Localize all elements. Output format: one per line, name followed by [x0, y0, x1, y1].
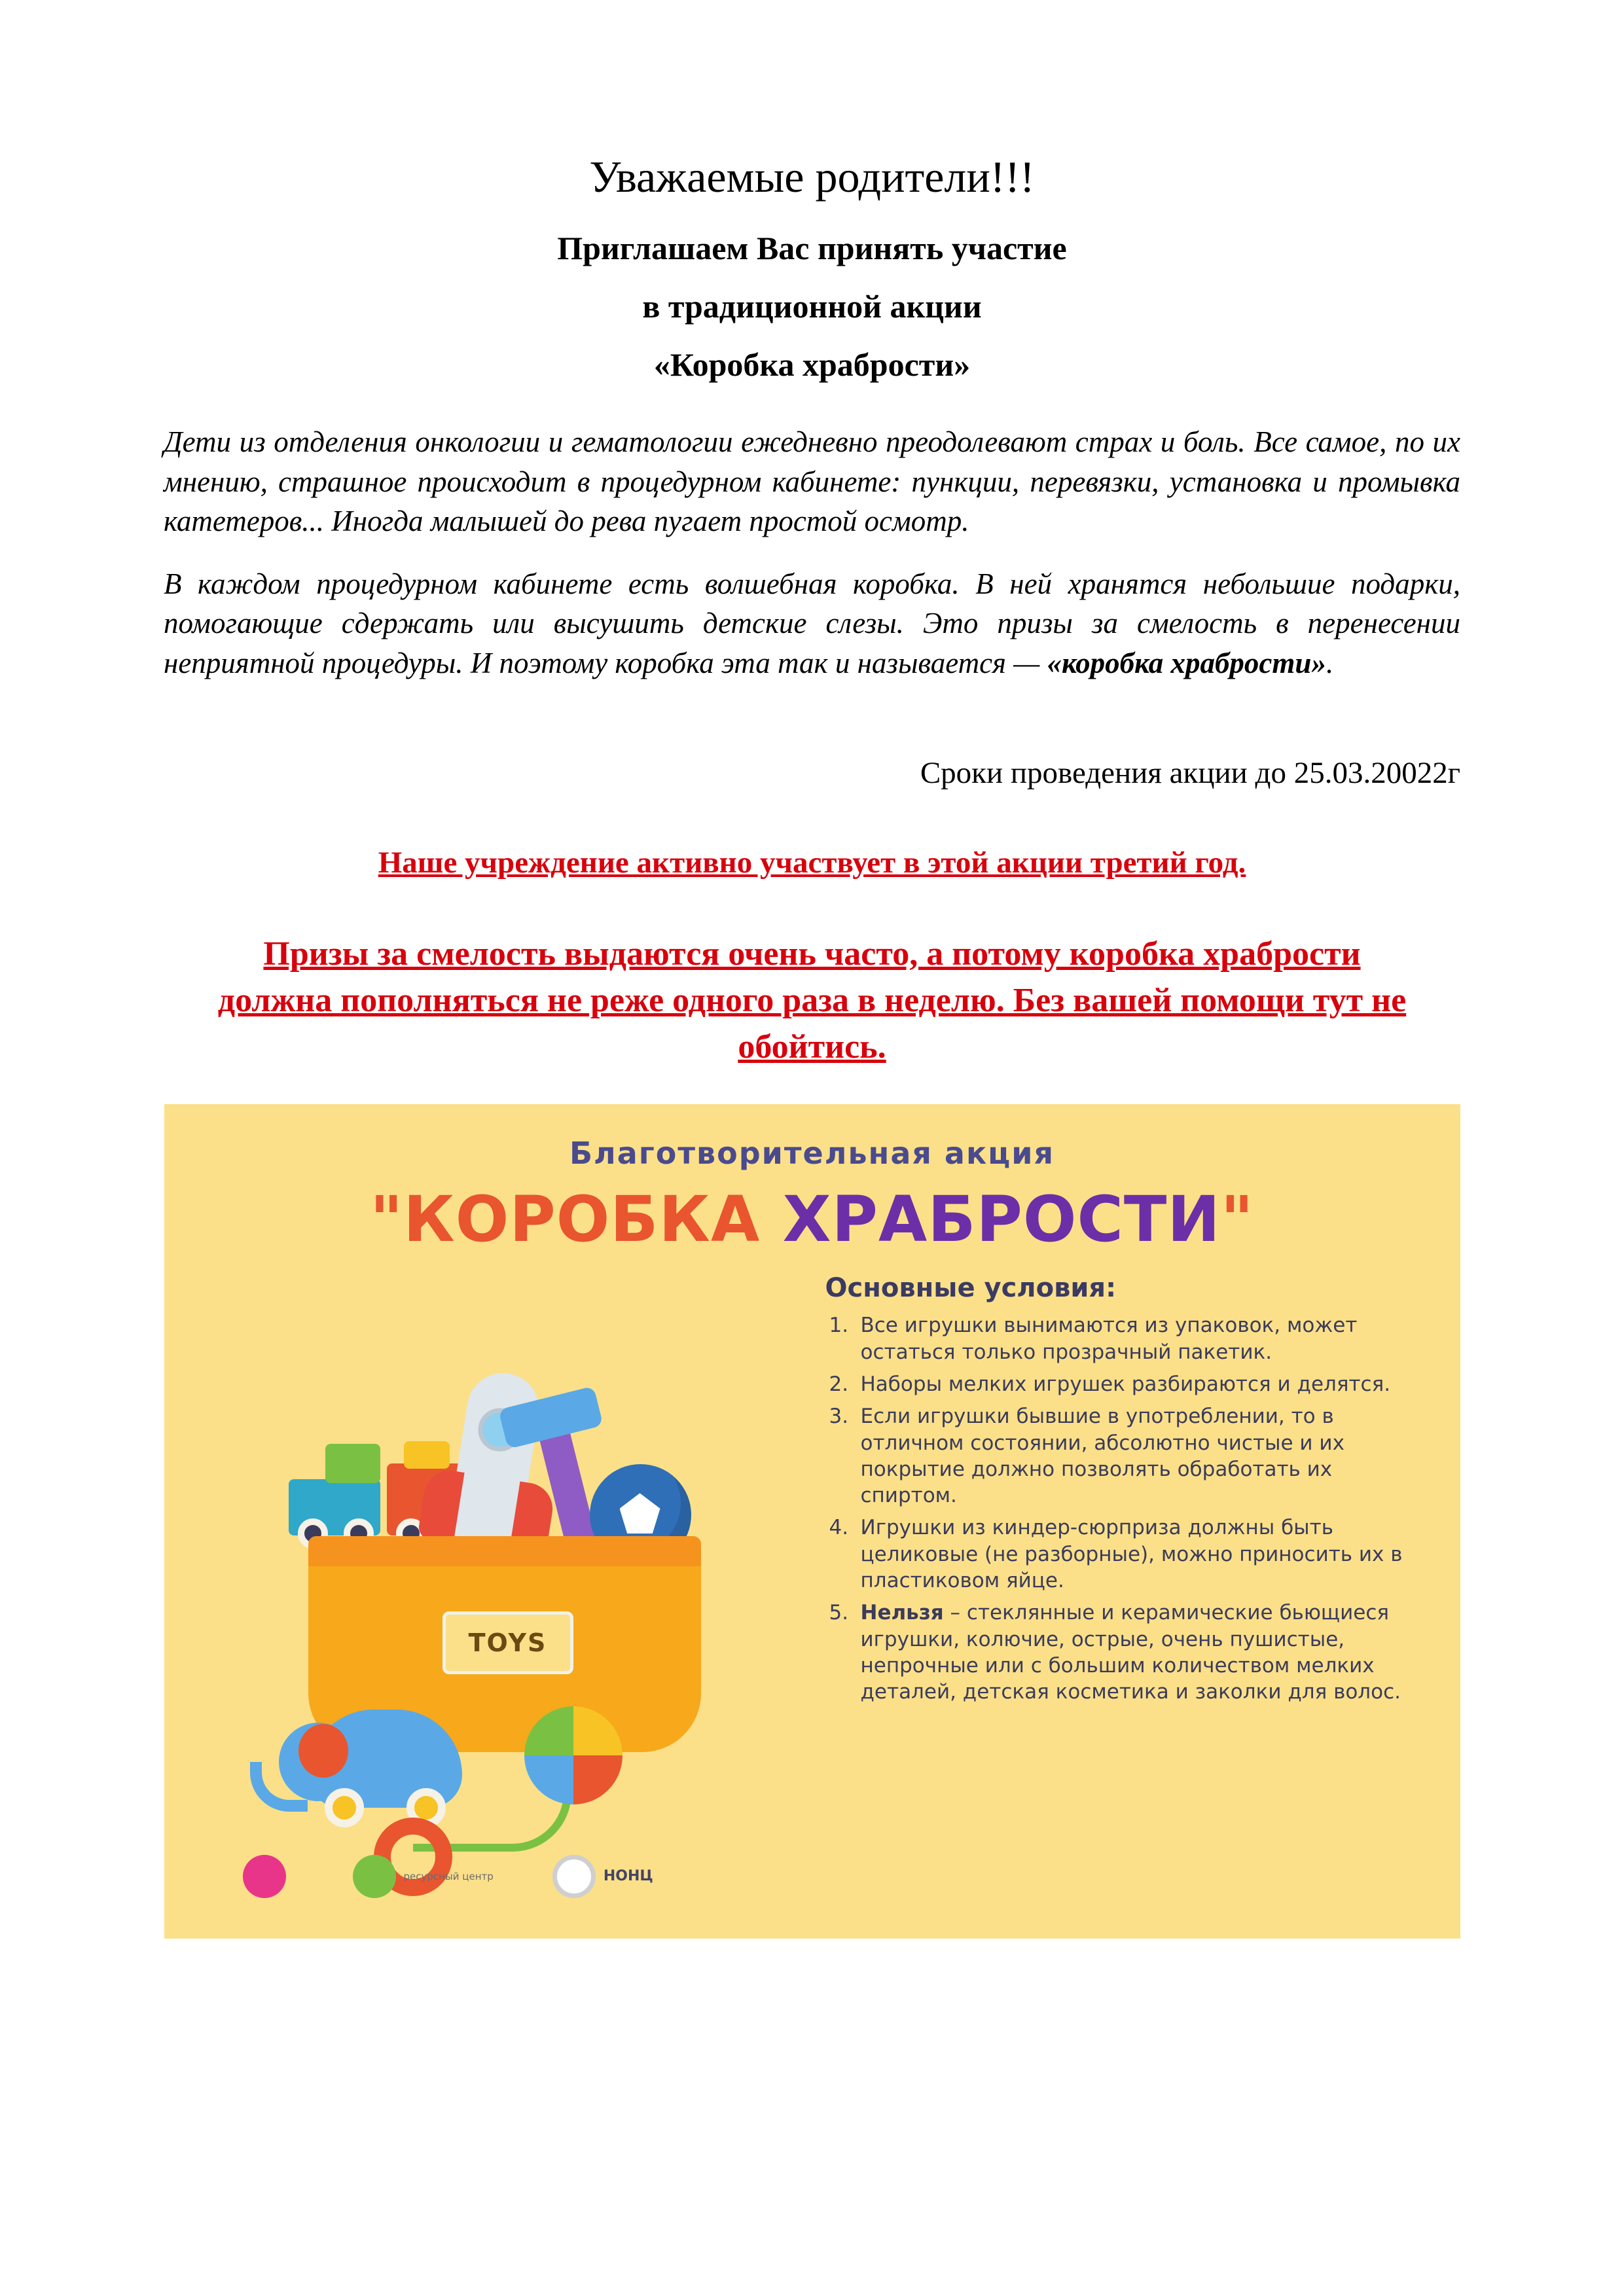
toys-illustration: [210, 1300, 799, 1818]
condition-item: Все игрушки вынимаются из упаковок, может остаться только прозрачный пакетик.: [860, 1314, 1358, 1364]
partner-logos: [243, 1840, 740, 1912]
poster-canvas: [164, 1104, 1460, 1939]
conditions-list: [825, 1312, 1434, 1705]
condition-item: Если игрушки бывшие в употреблении, то в отличном состоянии, абсолютно чистые и их покрытие должно позволять обработать их спиртом.: [860, 1405, 1344, 1508]
logo-nonc: [552, 1855, 653, 1898]
toy-rocket-icon: [445, 1368, 544, 1554]
basket-label: TOYS: [442, 1611, 573, 1674]
poster-title: [164, 1183, 1460, 1256]
condition-item: Наборы мелких игрушек разбираются и делятся.: [860, 1372, 1391, 1396]
body-paragraph-2-emphasis: «коробка храбрости»: [1047, 646, 1326, 679]
logo-caption: [604, 1869, 653, 1884]
condition-item: Игрушки из киндер-сюрприза должны быть целиковые (не разборные), можно приносить их в пластиковом яйце.: [860, 1516, 1403, 1593]
onko-logo-icon: [243, 1855, 286, 1898]
page-title: Уважаемые родители!!!: [589, 152, 1035, 202]
train-car-green: [325, 1444, 380, 1483]
call-to-action: Призы за смелость выдаются очень часто, а потому коробка храбрости должна пополняться не реже одного раза в неделю. Без вашей помощи тут не обойтись.: [217, 935, 1407, 1066]
nonc-logo-icon: [552, 1855, 596, 1898]
conditions-title: Основные условия:: [825, 1273, 1117, 1304]
deadline-text: Сроки проведения акции до 25.03.20022г: [920, 756, 1460, 791]
poster-title-word-2: ХРАБРОСТИ: [782, 1183, 1221, 1257]
logo-caption: ресурсный центр: [403, 1871, 494, 1883]
subtitle-line-3: «Коробка храбрости»: [653, 346, 971, 384]
beach-ball-icon: [524, 1706, 623, 1804]
poster-title-word-1: КОРОБКА: [403, 1183, 761, 1257]
resource-center-logo-icon: [353, 1855, 396, 1898]
conditions-block: [825, 1273, 1434, 1711]
subtitle-line-2: в традиционной акции: [642, 288, 982, 325]
logo-caption-main: НОНЦ: [603, 1868, 653, 1885]
condition-forbidden-text: – стеклянные и керамические бьющиеся игрушки, колючие, острые, очень пушистые, непрочные или с большим количеством мелких деталей, детская косметика и заколки для волос.: [860, 1601, 1401, 1704]
poster-header: Благотворительная акция: [569, 1136, 1055, 1172]
logo-onko: [243, 1855, 294, 1898]
poster-image: [164, 1104, 1460, 1939]
poster-title-quote-open: ": [370, 1183, 404, 1257]
body-paragraph-1: Дети из отделения онкологии и гематологии ежедневно преодолевают страх и боль. Все самое, по их мнению, страшное происходит в процедурном кабинете: пункции, перевязки, установка и промывка катетеров... Иногда малышей до рева пугает простой осмотр.: [164, 425, 1460, 537]
elephant-wheel: [325, 1788, 364, 1827]
condition-forbidden-label: Нельзя: [860, 1601, 944, 1625]
train-car-yellow: [404, 1441, 450, 1469]
condition-item-forbidden: [825, 1600, 1434, 1705]
logo-resource-center: [353, 1855, 494, 1898]
body-paragraph-2-text: В каждом процедурном кабинете есть волшебная коробка. В ней хранятся небольшие подарки, помогающие сдержать или высушить детские слезы. Это призы за смелость в перенесении неприятной процедуры. И поэтому коробка эта так и называется —: [164, 567, 1460, 679]
body-paragraph-2: [164, 564, 1460, 683]
subtitle-line-1: Приглашаем Вас принять участие: [557, 230, 1067, 267]
poster-title-quote-close: ": [1220, 1183, 1254, 1257]
body-paragraph-2-tail: .: [1326, 646, 1334, 679]
participation-note: Наше учреждение активно участвует в этой акции третий год.: [378, 846, 1246, 880]
elephant-trunk: [250, 1762, 308, 1812]
